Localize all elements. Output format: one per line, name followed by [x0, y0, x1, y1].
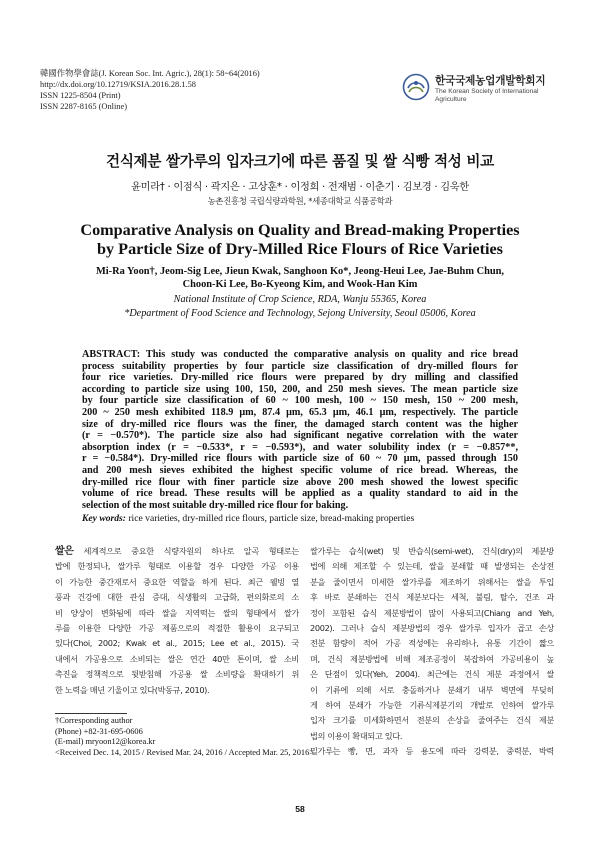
- body-line: 쌀가루는 습식(wet) 및 반습식(semi-wet), 건식(dry)의 제분방: [310, 546, 554, 556]
- abstract-line: ABSTRACT: This study was conducted the comparative analysis on quality and rice bread: [82, 349, 518, 360]
- society-logo: [402, 71, 560, 107]
- first-line-text: 세계적으로 중요한 식량자원의 하나로 알곡 형태로는: [73, 546, 299, 556]
- body-line: 밥에 한정되나, 쌀가루 형태로 이용할 경우 다양한 가공 이용: [55, 561, 299, 572]
- footnote: [55, 716, 314, 758]
- lead-word: 쌀은: [55, 546, 74, 557]
- received-dates: <Received Dec. 14, 2015 / Revised Mar. 24, 2016 / Accepted Mar. 25, 2016>: [55, 747, 315, 757]
- korean-title: 건식제분 쌀가루의 입자크기에 따른 품질 및 쌀 식빵 적성 비교: [106, 153, 494, 170]
- body-line: 이 가능한 중간재로서 중요한 역할을 하게 된다. 최근 웰빙 열: [55, 576, 299, 587]
- corresponding-author-label: †Corresponding author: [55, 716, 133, 725]
- abstract-line: (r = −0.570*). The particle size also had significant negative correlation with the water: [82, 430, 518, 442]
- abstract-line: and 200 mesh sieves exhibited the highest specific volume of rice bread. Whereas, the: [82, 464, 518, 476]
- body-line: 며, 건식 제분방법에 비해 제조공정이 복잡하여 가공비용이 높: [310, 653, 554, 664]
- body-line: 한 노력을 매년 기울이고 있다(박동규, 2010).: [55, 684, 210, 695]
- keywords-text: rice varieties, dry-milled rice flours, particle size, bread-making properties: [125, 513, 415, 524]
- body-line: 입자 크기를 미세화하면서 전분의 손상을 줄여주는 건식 제분: [310, 715, 554, 726]
- body-line: 밀가루는 빵, 면, 과자 등 용도에 따라 강력분, 중력분, 박력: [310, 746, 554, 757]
- body-line: 분을 줄이면서 미세한 쌀가루를 제조하기 위해서는 쌀을 투입: [310, 576, 554, 587]
- body-line: 정이 포함된 습식 제분방법이 많이 사용되고(Chiang and Yeh,: [310, 607, 554, 618]
- affiliation-line: National Institute of Crop Science, RDA, Wanju 55365, Korea: [173, 294, 427, 305]
- body-line: 법에 의해 제조할 수 있는데, 쌀을 분쇄할 때 발생되는 손상전: [310, 561, 554, 572]
- author-email: (E-mail) mryoon12@korea.kr: [55, 737, 156, 747]
- body-line: 게 하여 분쇄가 가능한 기류식제분기의 개발로 인하여 쌀가루: [310, 699, 554, 710]
- abstract-line: selection of the most suitable dry-milled rice flour for baking.: [82, 499, 349, 511]
- abstract-line: r = −0.584*). Dry-milled rice flours with particle size of 60 ~ 70 μm, passed through 150: [82, 453, 518, 465]
- abstract-line: process suitability properties by four particle size classification of dry-milled flours for: [82, 360, 518, 372]
- body-column-right: [310, 544, 554, 759]
- abstract-line: absorption index (r = −0.533*, r = −0.593*), and water solubility index (r = −0.857**,: [82, 441, 518, 453]
- abstract-line: 200 ~ 250 mesh exhibited 118.9 μm, 87.4 μm, 65.3 μm, 46.1 μm, respectively. The particle: [82, 406, 518, 418]
- society-name-ko: 한국국제농업개발학회지: [435, 75, 546, 87]
- page-number: 58: [295, 804, 305, 814]
- issn-print: ISSN 1225-8504 (Print): [40, 91, 121, 100]
- society-name-en-1: The Korean Society of International: [435, 88, 539, 95]
- abstract-line: by four particle size classification of 60 ~ 100 mesh, 100 ~ 150 mesh, 150 ~ 200 mesh,: [82, 395, 518, 407]
- footnote-divider: [55, 713, 127, 714]
- english-authors-line: Mi-Ra Yoon†, Jeom-Sig Lee, Jieun Kwak, Sanghoon Ko*, Jeong-Heui Lee, Jae-Buhm Chun,: [95, 266, 505, 277]
- english-authors: [0, 265, 600, 291]
- english-title: [0, 221, 600, 259]
- keywords-label: Key words:: [82, 513, 126, 524]
- english-affiliation: [0, 293, 600, 320]
- abstract: [82, 349, 518, 511]
- journal-header: [40, 68, 560, 122]
- body-line: 풍과 건강에 대한 관심 증대, 식생활의 고급화, 편의화로의 소: [55, 592, 299, 603]
- society-name-en-2: Agriculture: [435, 96, 467, 103]
- journal-doi-link[interactable]: http://dx.doi.org/10.12719/KSIA.2016.28.1.58: [40, 80, 196, 89]
- abstract-line: four rice varieties. Dry-milled rice flours were prepared by dry milling and classified: [82, 372, 518, 384]
- body-line: 내에서 가공용으로 소비되는 쌀은 연간 40만 톤이며, 쌀 소비: [55, 653, 299, 664]
- korean-authors: 윤미라† · 이점식 · 곽지은 · 고상훈* · 이정희 · 전재범 · 이춘기 · 김보경 · 김욱한: [131, 182, 469, 193]
- body-line: 후 바로 분쇄하는 건식 제분보다는 세척, 불림, 탈수, 건조 과: [310, 592, 554, 603]
- english-authors-line: Choon-Ki Lee, Bo-Kyeong Kim, and Wook-Han Kim: [182, 279, 418, 290]
- author-phone: (Phone) +82-31-695-0606: [55, 726, 143, 736]
- body-line: 전분 함량이 적어 가공 적성에는 유리하나, 유통 기간이 짧으: [310, 638, 554, 649]
- body-line: 촉진을 정책적으로 뒷받침해 가공용 쌀 소비량을 확대하기 위: [55, 669, 299, 680]
- affiliation-line: *Department of Food Science and Technology, Sejong University, Seoul 05006, Korea: [124, 307, 476, 319]
- abstract-line: size of dry-milled rice flours was the finer, the damaged starch content was the higher: [82, 418, 518, 430]
- body-line: 이 기류에 의해 서로 충돌하거나 분쇄기 내부 벽면에 부딪히: [310, 684, 554, 695]
- abstract-line: dry-milled rice flour with finer particle size above 200 mesh showed the lowest specific: [82, 476, 518, 488]
- korean-affiliation: 농촌진흥청 국립식량과학원, *세종대학교 식품공학과: [207, 196, 393, 206]
- body-line: 있다(Choi, 2002; Kwak et al., 2015; Lee et al., 2015). 국: [55, 638, 299, 649]
- body-line: [55, 544, 299, 559]
- english-title-line: Comparative Analysis on Quality and Bread-making Properties: [80, 221, 520, 239]
- body-line: 루를 이용한 다양한 가공 제품으로의 적절한 활용이 요구되고: [55, 622, 299, 633]
- english-title-line: by Particle Size of Dry-Milled Rice Flours of Rice Varieties: [97, 240, 503, 258]
- body-line: 은 단점이 있다(Yeh, 2004). 최근에는 건식 제분 과정에서 쌀: [310, 669, 554, 680]
- issn-online: ISSN 2287-8165 (Online): [40, 102, 128, 111]
- body-line: 비 양상이 변화됨에 따라 쌀을 지역떡는 쌀의 형태에서 쌀가: [55, 607, 299, 618]
- abstract-line: according to particle size using 100, 150, 200, and 250 mesh sieves. The mean particle size: [82, 383, 518, 395]
- body-line: 법의 이용이 확대되고 있다.: [310, 730, 403, 741]
- abstract-line: volume of rice bread. These results will be applied as a quality standard to aid in the: [82, 488, 518, 500]
- journal-info: [40, 68, 260, 112]
- body-column-left: [55, 544, 299, 698]
- society-emblem-icon: [402, 73, 430, 101]
- body-line: 2002). 그러나 습식 제분방법의 경우 쌀가루 입자가 곱고 손상: [310, 622, 554, 633]
- keywords: [82, 513, 518, 524]
- journal-citation: 韓國作物學會誌(J. Korean Soc. Int. Agric.), 28(1): 58~64(2016): [40, 69, 260, 78]
